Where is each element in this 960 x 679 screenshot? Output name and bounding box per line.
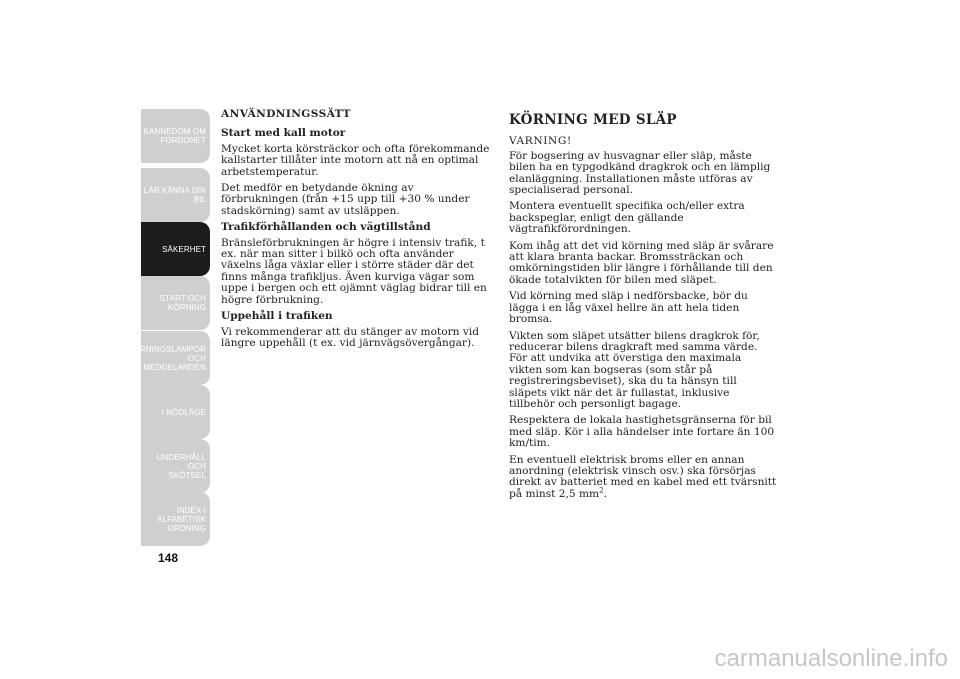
- tab-lar-kanna-din-bil[interactable]: LÄR KÄNNA DIN BIL: [141, 168, 210, 222]
- left-column: [221, 109, 491, 354]
- tab-i-nodlage[interactable]: I NÖDLÄGE: [141, 385, 210, 439]
- paragraph: Respektera de lokala hastighetsgränserna för bil med släp. Kör i alla händelser inte fortare än 100 km/tim.: [509, 414, 775, 450]
- tab-start-och-korning[interactable]: START OCH KÖRNING: [141, 276, 210, 330]
- tab-underhall-och-skotsel[interactable]: UNDERHÅLL OCH SKÖTSEL: [141, 439, 210, 493]
- tab-index[interactable]: INDEX I ALFABETISK ORDNING: [141, 492, 210, 546]
- paragraph: Montera eventuellt specifika och/eller extra backspeglar, enligt den gällande vägtrafikförordningen.: [509, 200, 745, 236]
- paragraph: Vikten som släpet utsätter bilens dragkrok för, reducerar bilens dragkraft med samma värde. För att undvika att överstiga den maximala vikten som kan bogseras (som står på registreringsbeviset), ska du ta hänsyn till släpets vikt när det är fullastat, inklusive tillbehör och personligt bagage.: [509, 329, 760, 410]
- tab-varningslampor[interactable]: VARNINGSLAMPOR OCH MEDDELANDEN: [141, 331, 210, 385]
- paragraph: Vi rekommenderar att du stänger av motorn vid längre uppehåll (t ex. vid järnvägsövergångar).: [221, 325, 480, 349]
- page-number: 148: [158, 551, 179, 565]
- tab-kannedom-om-fordonet[interactable]: KÄNNEDOM OM FORDONET: [141, 109, 210, 163]
- warning-label: VARNING!: [509, 135, 572, 148]
- paragraph: Mycket korta körsträckor och ofta förekommande kallstarter tillåter inte motorn att nå en optimal arbetstemperatur.: [221, 142, 490, 178]
- paragraph: Kom ihåg att det vid körning med släp är svårare att klara branta backar. Bromssträckan och omkörningstiden blir längre i förhållande till den ökade totalvikten för bilen med släpet.: [509, 239, 774, 286]
- right-column: [509, 112, 777, 505]
- paragraph: Bränsleförbrukningen är högre i intensiv trafik, t ex. när man sitter i bilkö och ofta använder växelns låga växlar eller i större städer där det finns många trafikljus. Även kurviga vägar som uppe i bergen och ett ojämnt väglag bidrar till en högre förbrukning.: [221, 236, 487, 306]
- subheading-traffic: Trafikförhållanden och vägtillstånd: [221, 221, 431, 234]
- watermark: carmanualsonline.info: [714, 645, 948, 672]
- paragraph: För bogsering av husvagnar eller släp, måste bilen ha en typgodkänd dragkrok och en lämplig elanläggning. Installationen måste utföras av specialiserad personal.: [509, 149, 771, 197]
- page-title: KÖRNING MED SLÄP: [509, 112, 677, 128]
- tab-sakerhet[interactable]: SÄKERHET: [141, 222, 210, 276]
- paragraph: Det medför en betydande ökning av förbrukningen (från +15 upp till +30 % under stadskörning) samt av utsläppen.: [221, 182, 470, 217]
- section-heading: ANVÄNDNINGSSÄTT: [221, 108, 351, 120]
- subheading-stops: Uppehåll i trafiken: [221, 310, 333, 323]
- paragraph: Vid körning med släp i nedförsbacke, bör du lägga i en låg växel hellre än att hela tiden bromsa.: [509, 290, 748, 326]
- subheading-cold-start: Start med kall motor: [221, 127, 346, 140]
- paragraph: En eventuell elektrisk broms eller en annan anordning (elektrisk vinsch osv.) ska försörjas direkt av batteriet med en kabel med ett tvärsnitt på minst 2,5 $mm^2$.: [509, 453, 777, 500]
